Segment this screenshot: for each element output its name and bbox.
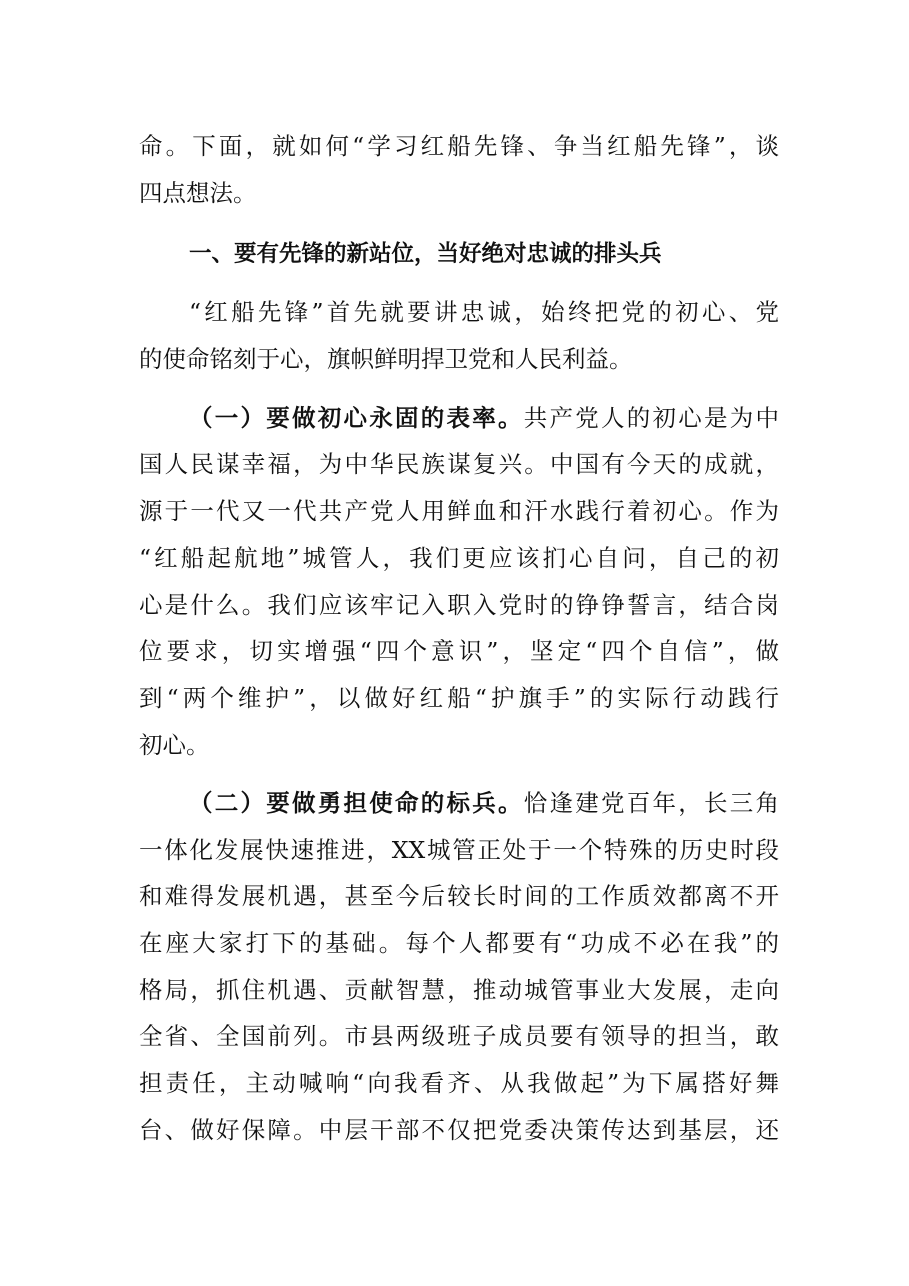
paragraph-line — [189, 400, 779, 436]
paragraph-line: “红船先锋”首先就要讲忠诚，始终把党的初心、党 — [189, 298, 779, 326]
paragraph-line: 在座大家打下的基础。每个人都要有“功成不必在我”的 — [139, 929, 779, 957]
paragraph-line: 源于一代又一代共产党人用鲜血和汗水践行着初心。作为 — [139, 497, 779, 525]
paragraph-line: 命。下面，就如何“学习红船先锋、争当红船先锋”，谈 — [139, 132, 779, 160]
paragraph-line: 一体化发展快速推进，XX城管正处于一个特殊的历史时段 — [139, 836, 779, 864]
paragraph-line: 全省、全国前列。市县两级班子成员要有领导的担当，敢 — [139, 1022, 779, 1050]
paragraph-line: 台、做好保障。中层干部不仅把党委决策传达到基层，还 — [139, 1116, 779, 1144]
paragraph-line: 位要求，切实增强“四个意识”，坚定“四个自信”，做 — [139, 637, 779, 665]
paragraph-line: 四点想法。 — [139, 179, 257, 207]
paragraph-line: 心是什么。我们应该牢记入职入党时的铮铮誓言，结合岗 — [139, 591, 779, 619]
paragraph-line: “红船起航地”城管人，我们更应该扪心自问，自己的初 — [139, 544, 779, 572]
section-heading: 一、要有先锋的新站位，当好绝对忠诚的排头兵 — [189, 241, 662, 267]
paragraph-text: 恰逢建党百年，长三角 — [523, 789, 779, 817]
paragraph-line: 国人民谋幸福，为中华民族谋复兴。中国有今天的成就， — [139, 450, 779, 478]
paragraph-line: 的使命铭刻于心，旗帜鲜明捍卫党和人民利益。 — [139, 345, 633, 373]
paragraph-line: 担责任，主动喊响“向我看齐、从我做起”为下属搭好舞 — [139, 1069, 779, 1097]
subsection-heading: （一）要做初心永固的表率。 — [189, 404, 524, 432]
subsection-heading: （二）要做勇担使命的标兵。 — [189, 789, 524, 817]
paragraph-line — [189, 785, 779, 821]
paragraph-line: 和难得发展机遇，甚至今后较长时间的工作质效都离不开 — [139, 882, 779, 910]
paragraph-line: 格局，抓住机遇、贡献智慧，推动城管事业大发展，走向 — [139, 976, 779, 1004]
paragraph-line: 到“两个维护”，以做好红船“护旗手”的实际行动践行 — [139, 684, 779, 712]
paragraph-text: 共产党人的初心是为中 — [523, 404, 779, 432]
paragraph-line: 初心。 — [139, 731, 210, 759]
